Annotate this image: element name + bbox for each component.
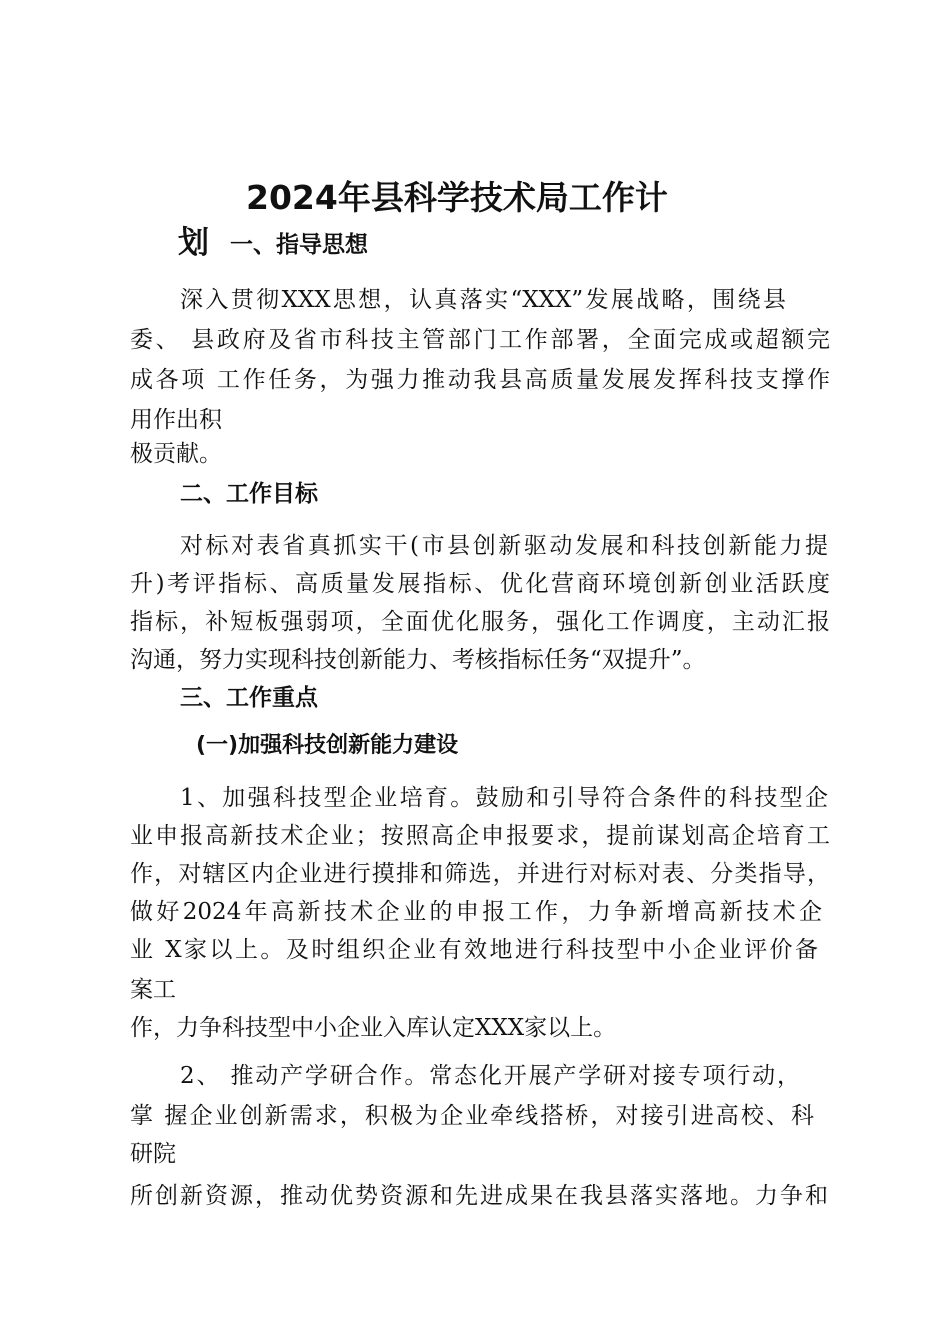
- document-title-continuation: 划: [178, 225, 209, 261]
- paragraph-line: 2、 推动产学研合作。常态化开展产学研对接专项行动，: [180, 1063, 800, 1089]
- paragraph-line: 极贡献。: [130, 441, 222, 467]
- paragraph-line: 升)考评指标、高质量发展指标、优化营商环境创新创业活跃度: [130, 571, 830, 597]
- paragraph-line: 案工: [130, 977, 176, 1003]
- section-heading-guiding-thought: 一、指导思想: [230, 232, 368, 258]
- section-heading-work-focus: 三、工作重点: [180, 685, 318, 711]
- paragraph-line: 对标对表省真抓实干(市县创新驱动发展和科技创新能力提: [180, 533, 828, 559]
- paragraph-line: 所创新资源，推动优势资源和先进成果在我县落实落地。力争和: [130, 1183, 828, 1209]
- paragraph-line: 作，力争科技型中小企业入库认定XXX家以上。: [130, 1015, 617, 1041]
- paragraph-line: 业 X家以上。及时组织企业有效地进行科技型中小企业评价备: [130, 937, 818, 963]
- paragraph-line: 沟通，努力实现科技创新能力、考核指标任务“双提升”。: [130, 647, 706, 673]
- paragraph-line: 业申报高新技术企业；按照高企申报要求，提前谋划高企培育工: [130, 823, 830, 849]
- paragraph-line: 用作出积: [130, 407, 222, 433]
- paragraph-line: 深入贯彻XXX思想，认真落实“XXX”发展战略，围绕县: [180, 287, 786, 313]
- paragraph-line: 1、加强科技型企业培育。鼓励和引导符合条件的科技型企: [180, 785, 828, 811]
- paragraph-line: 做好2024年高新技术企业的申报工作，力争新增高新技术企: [130, 899, 822, 925]
- paragraph-line: 委、 县政府及省市科技主管部门工作部署，全面完成或超额完: [130, 327, 830, 353]
- paragraph-line: 成各项 工作任务，为强力推动我县高质量发展发挥科技支撑作: [130, 367, 830, 393]
- document-title: 2024年县科学技术局工作计: [246, 178, 668, 217]
- paragraph-line: 作，对辖区内企业进行摸排和筛选，并进行对标对表、分类指导，: [130, 861, 830, 887]
- paragraph-line: 研院: [130, 1141, 176, 1167]
- subsection-heading: (一)加强科技创新能力建设: [196, 733, 459, 758]
- paragraph-line: 指标，补短板强弱项，全面优化服务，强化工作调度，主动汇报: [130, 609, 830, 635]
- paragraph-line: 掌 握企业创新需求，积极为企业牵线搭桥，对接引进高校、科: [130, 1103, 814, 1129]
- section-heading-work-goal: 二、工作目标: [180, 481, 318, 507]
